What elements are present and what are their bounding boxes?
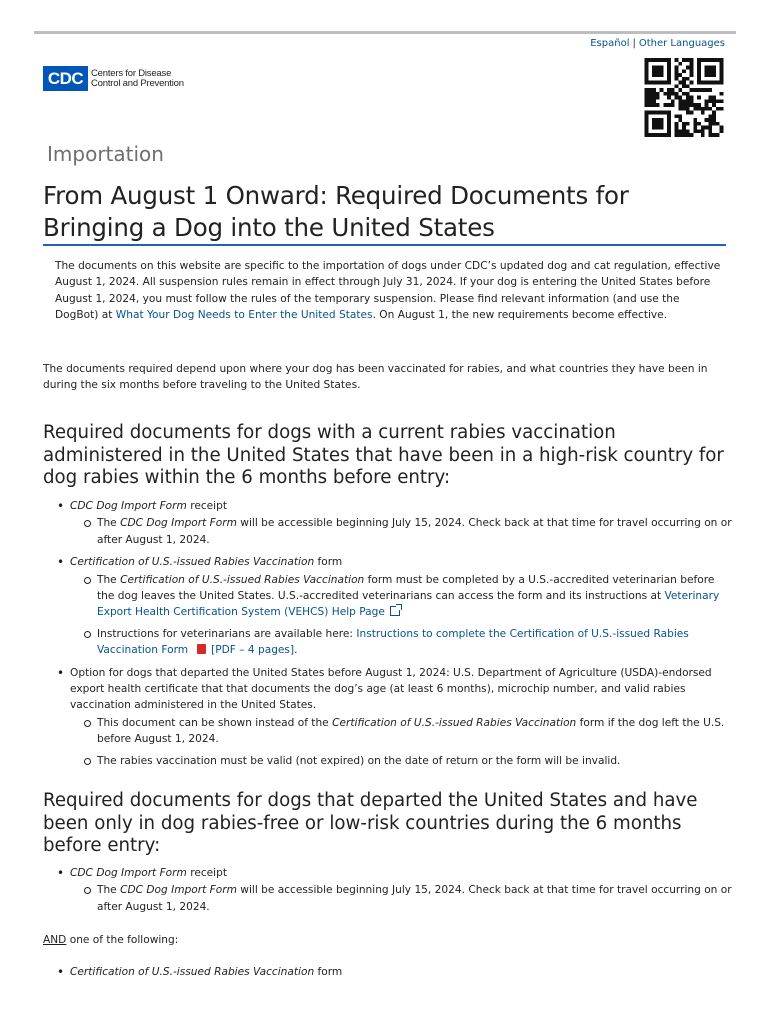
list-item (43, 554, 733, 658)
title-underline (43, 244, 726, 246)
notice-text-2: . On August 1, the new requirements become effective. (372, 309, 668, 322)
sub-text: Instructions for veterinarians are available here: (97, 627, 357, 640)
sublist (70, 715, 733, 769)
list-item (43, 665, 733, 769)
pdf-size-link[interactable]: [PDF – 4 pages] (211, 644, 295, 657)
item-text: form (314, 556, 343, 569)
spanish-link[interactable]: Español (590, 38, 630, 49)
sub-list-item (70, 715, 733, 748)
language-links (590, 38, 725, 49)
qr-code-icon (642, 58, 726, 137)
sub-text: The (97, 884, 121, 897)
logo-line-2: Control and Prevention (91, 77, 184, 89)
sub-list-item (70, 515, 733, 548)
and-word: AND (43, 934, 67, 946)
section2-list (43, 865, 733, 921)
sublist (70, 572, 733, 659)
item-text: receipt (186, 500, 227, 512)
list-item (43, 964, 733, 980)
section-label: Importation (47, 142, 164, 166)
vet-instructions-link[interactable]: Instructions to complete the Certification of U.S.-issued Rabies Vaccination Form (97, 627, 689, 657)
external-link-icon[interactable] (390, 606, 400, 616)
lang-separator: | (632, 38, 636, 49)
intro-paragraph: The documents required depend upon where your dog has been vaccinated for rabies, and what countries they have been in during the six months before traveling to the United States. (43, 363, 708, 392)
sub-text: will be accessible beginning July 15, 2024. Check back at that time for travel occurring on or after August 1, 2024. (97, 884, 732, 913)
sub-text: will be accessible beginning July 15, 2024. Check back at that time for travel occurring on or after August 1, 2024. (97, 517, 732, 546)
notice-paragraph (55, 258, 723, 324)
top-rule (34, 31, 736, 34)
notice-text-1: The documents on this website are specific to the importation of dogs under CDC’s updated dog and cat regulation, effective August 1, 2024. All suspension rules remain in effect through July 31, 2024. If your dog is entering the United States before August 1, 2024, you must follow the rules of the temporary suspension. Please find relevant information (and use the DogBot) at (55, 260, 721, 322)
sub-text: form if the dog left the U.S. before August 1, 2024. (97, 716, 725, 746)
sublist (70, 882, 733, 915)
sub-text: The (97, 517, 121, 530)
sub-text: . (294, 644, 298, 657)
sub-list-item (70, 572, 733, 621)
item-text: receipt (186, 867, 227, 879)
and-line (43, 932, 178, 948)
sub-em: Certification of U.S.-issued Rabies Vaccination (120, 573, 365, 586)
item-em: CDC Dog Import Form (70, 500, 187, 512)
cdc-logo[interactable] (43, 66, 184, 91)
page-title: From August 1 Onward: Required Documents for Bringing a Dog into the United States (43, 181, 629, 242)
cdc-logo-mark: CDC (43, 66, 88, 91)
sub-em: Certification of U.S.-issued Rabies Vaccination (332, 716, 577, 729)
item-text: Option for dogs that departed the United States before August 1, 2024: U.S. Department of Agriculture (USDA)-endorsed export health certificate that that documents the dog’s age (at least 6 months), microchip number, and valid rabies vaccination administered in the United States. (70, 666, 712, 712)
item-em: Certification of U.S.-issued Rabies Vaccination (70, 556, 315, 569)
section2-heading: Required documents for dogs that departed the United States and have been only in dog rabies-free or low-risk countries during the 6 months before entry: (43, 790, 698, 856)
section2-list-b (43, 964, 733, 986)
list-item (43, 498, 733, 548)
sub-text: This document can be shown instead of the (97, 716, 333, 729)
item-text: form (314, 966, 343, 978)
sub-list-item (70, 753, 733, 769)
sub-text: The (97, 573, 121, 586)
sub-em: CDC Dog Import Form (120, 884, 237, 897)
sub-text: The rabies vaccination must be valid (not expired) on the date of return or the form will be invalid. (97, 754, 621, 767)
list-item (43, 865, 733, 915)
dog-entry-link[interactable]: What Your Dog Needs to Enter the United States (115, 309, 373, 322)
sub-em: CDC Dog Import Form (120, 517, 237, 530)
sub-list-item (70, 882, 733, 915)
sublist (70, 515, 733, 548)
and-text: one of the following: (66, 934, 179, 946)
sub-text: form must be completed by a U.S.-accredited veterinarian before the dog leaves the United States. U.S.-accredited veterinarians can access the form and its instructions at (97, 573, 715, 603)
vehcs-help-link[interactable]: Veterinary Export Health Certification System (VEHCS) Help Page (97, 590, 720, 619)
section1-list (43, 498, 733, 775)
item-em: Certification of U.S.-issued Rabies Vaccination (70, 966, 315, 978)
other-languages-link[interactable]: Other Languages (638, 38, 725, 49)
item-em: CDC Dog Import Form (70, 867, 187, 879)
pdf-icon (197, 644, 206, 654)
cdc-logo-text (91, 69, 184, 89)
section1-heading: Required documents for dogs with a current rabies vaccination administered in the United States that have been in a high-risk country for dog rabies within the 6 months before entry: (43, 422, 724, 488)
sub-list-item (70, 626, 733, 659)
logo-line-1: Centers for Disease (91, 67, 172, 79)
